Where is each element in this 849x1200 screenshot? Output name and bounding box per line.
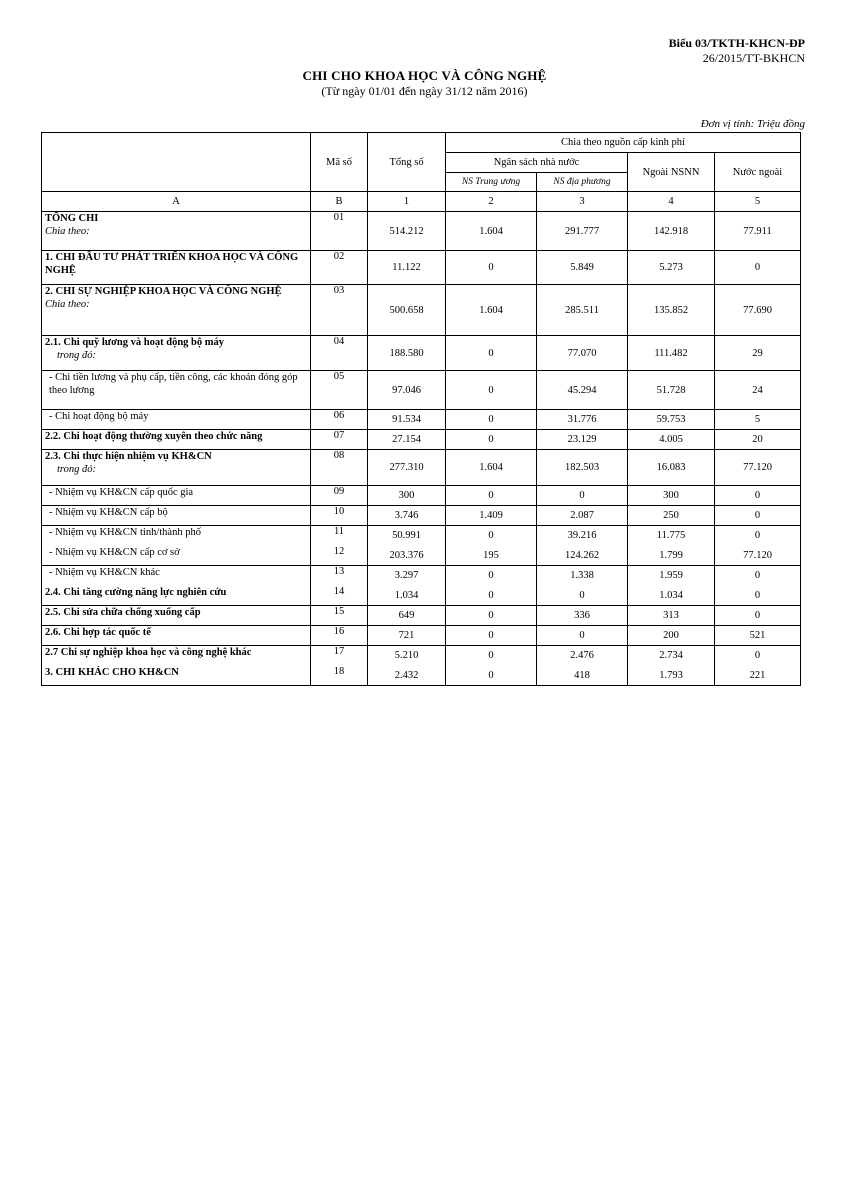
column-index-row: [42, 192, 801, 212]
value-foreign: 0: [715, 606, 801, 626]
value-local: 2.476: [537, 646, 628, 666]
value-central: 0: [446, 586, 537, 606]
value-foreign: 221: [715, 666, 801, 686]
value-non-state: 11.775: [628, 526, 715, 546]
value-central: 0: [446, 646, 537, 666]
table-row: [42, 586, 801, 606]
value-local: 418: [537, 666, 628, 686]
value-central: 1.604: [446, 212, 537, 251]
value-central: 0: [446, 486, 537, 506]
row-note: trong đó:: [57, 464, 96, 475]
row-code: 02: [311, 251, 368, 285]
header-non-state: Ngoài NSNN: [628, 153, 715, 192]
value-total: 91.534: [368, 410, 446, 430]
table-row: [42, 506, 801, 526]
row-label: 2.5. Chi sửa chữa chống xuống cấp: [45, 607, 201, 618]
value-local: 77.070: [537, 336, 628, 371]
value-local: 285.511: [537, 285, 628, 336]
table-row: [42, 410, 801, 430]
table-row: [42, 626, 801, 646]
row-label-cell: [42, 566, 311, 586]
value-foreign: 0: [715, 586, 801, 606]
row-code: 07: [311, 430, 368, 450]
table-row: [42, 430, 801, 450]
row-label: - Nhiệm vụ KH&CN cấp bộ: [49, 507, 168, 518]
value-total: 1.034: [368, 586, 446, 606]
value-total: 514.212: [368, 212, 446, 251]
report-period: (Từ ngày 01/01 đến ngày 31/12 năm 2016): [321, 84, 528, 98]
value-non-state: 111.482: [628, 336, 715, 371]
value-non-state: 1.799: [628, 546, 715, 566]
row-code: 03: [311, 285, 368, 336]
value-non-state: 4.005: [628, 430, 715, 450]
row-label: 2.1. Chi quỹ lương và hoạt động bộ máy: [45, 337, 224, 348]
index-cell: 5: [715, 192, 801, 212]
row-note: trong đó:: [57, 350, 96, 361]
value-local: 45.294: [537, 371, 628, 410]
row-label-cell: [42, 486, 311, 506]
row-label: 2.7 Chi sự nghiệp khoa học và công nghệ khác: [45, 647, 252, 658]
row-code: 12: [311, 546, 368, 566]
table-row: [42, 646, 801, 666]
table-row: [42, 336, 801, 371]
row-label: 2.3. Chi thực hiện nhiệm vụ KH&CN: [45, 451, 212, 462]
row-code: 01: [311, 212, 368, 251]
value-foreign: 0: [715, 251, 801, 285]
table-row: [42, 251, 801, 285]
row-label: 2. CHI SỰ NGHIỆP KHOA HỌC VÀ CÔNG NGHỆ: [45, 286, 282, 297]
value-total: 50.991: [368, 526, 446, 546]
value-central: 195: [446, 546, 537, 566]
row-label-cell: [42, 646, 311, 666]
value-non-state: 300: [628, 486, 715, 506]
header-blank-cell: [42, 133, 311, 192]
row-code: 17: [311, 646, 368, 666]
table-row: [42, 666, 801, 686]
table-row: [42, 546, 801, 566]
value-foreign: 24: [715, 371, 801, 410]
report-title: CHI CHO KHOA HỌC VÀ CÔNG NGHỆ: [302, 68, 547, 83]
table-row: [42, 486, 801, 506]
value-local: 2.087: [537, 506, 628, 526]
row-code: 10: [311, 506, 368, 526]
value-local: 23.129: [537, 430, 628, 450]
header-by-source: Chia theo nguồn cấp kinh phí: [446, 133, 801, 153]
row-label: - Nhiệm vụ KH&CN cấp cơ sở: [49, 546, 180, 558]
row-label-cell: [42, 606, 311, 626]
value-foreign: 521: [715, 626, 801, 646]
row-code: 08: [311, 450, 368, 486]
row-label: - Nhiệm vụ KH&CN cấp quốc gia: [49, 487, 194, 498]
value-non-state: 1.793: [628, 666, 715, 686]
value-central: 0: [446, 566, 537, 586]
value-total: 97.046: [368, 371, 446, 410]
value-foreign: 0: [715, 526, 801, 546]
value-central: 0: [446, 336, 537, 371]
row-label-cell: [42, 506, 311, 526]
value-non-state: 313: [628, 606, 715, 626]
value-total: 277.310: [368, 450, 446, 486]
value-local: 0: [537, 626, 628, 646]
value-total: 649: [368, 606, 446, 626]
value-total: 27.154: [368, 430, 446, 450]
row-label-cell: [42, 371, 311, 410]
value-non-state: 51.728: [628, 371, 715, 410]
value-foreign: 0: [715, 506, 801, 526]
value-non-state: 1.034: [628, 586, 715, 606]
row-label-cell: [42, 410, 311, 430]
value-foreign: 0: [715, 486, 801, 506]
value-local: 5.849: [537, 251, 628, 285]
table-row: [42, 371, 801, 410]
value-total: 188.580: [368, 336, 446, 371]
value-total: 5.210: [368, 646, 446, 666]
table-row: [42, 450, 801, 486]
row-label-cell: [42, 666, 311, 686]
table-row: [42, 606, 801, 626]
row-label-cell: [42, 336, 311, 371]
row-code: 18: [311, 666, 368, 686]
value-central: 0: [446, 251, 537, 285]
row-code: 09: [311, 486, 368, 506]
value-local: 336: [537, 606, 628, 626]
row-label: 2.4. Chi tăng cường năng lực nghiên cứu: [45, 586, 227, 598]
header-state-budget: Ngân sách nhà nước: [446, 153, 628, 173]
value-foreign: 29: [715, 336, 801, 371]
row-note: Chia theo:: [45, 299, 90, 310]
row-note: Chia theo:: [45, 226, 90, 237]
value-non-state: 5.273: [628, 251, 715, 285]
value-central: 0: [446, 410, 537, 430]
value-central: 0: [446, 626, 537, 646]
value-central: 0: [446, 371, 537, 410]
value-foreign: 5: [715, 410, 801, 430]
value-central: 1.604: [446, 285, 537, 336]
header-central-budget: NS Trung ương: [446, 173, 537, 192]
row-label: 2.6. Chi hợp tác quốc tế: [45, 627, 151, 638]
row-label-cell: [42, 526, 311, 546]
value-local: 1.338: [537, 566, 628, 586]
row-code: 13: [311, 566, 368, 586]
value-local: 0: [537, 586, 628, 606]
value-local: 182.503: [537, 450, 628, 486]
row-label: 2.2. Chi hoạt động thường xuyên theo chức năng: [45, 431, 263, 442]
value-non-state: 250: [628, 506, 715, 526]
value-foreign: 77.911: [715, 212, 801, 251]
header-local-budget: NS địa phương: [537, 173, 628, 192]
index-cell: 4: [628, 192, 715, 212]
value-non-state: 200: [628, 626, 715, 646]
header-foreign: Nước ngoài: [715, 153, 801, 192]
index-cell: 1: [368, 192, 446, 212]
form-code: Biểu 03/TKTH-KHCN-ĐP: [668, 36, 805, 50]
row-code: 14: [311, 586, 368, 606]
value-local: 0: [537, 486, 628, 506]
value-total: 3.746: [368, 506, 446, 526]
row-label: 1. CHI ĐẦU TƯ PHÁT TRIỂN KHOA HỌC VÀ CÔNG NGHỆ: [45, 252, 299, 276]
row-label: - Chi hoạt động bộ máy: [49, 411, 149, 422]
row-label: 3. CHI KHÁC CHO KH&CN: [45, 666, 179, 678]
value-non-state: 2.734: [628, 646, 715, 666]
value-central: 0: [446, 526, 537, 546]
circular-reference: 26/2015/TT-BKHCN: [702, 51, 805, 65]
value-central: 1.409: [446, 506, 537, 526]
header-total: Tổng số: [368, 133, 446, 192]
row-label: - Nhiệm vụ KH&CN khác: [49, 567, 160, 578]
value-total: 2.432: [368, 666, 446, 686]
value-local: 39.216: [537, 526, 628, 546]
value-total: 500.658: [368, 285, 446, 336]
table-row: [42, 285, 801, 336]
row-label: TỔNG CHI: [45, 213, 99, 224]
row-label-cell: [42, 212, 311, 251]
row-label-cell: [42, 586, 311, 606]
index-cell: B: [311, 192, 368, 212]
row-label-cell: [42, 450, 311, 486]
row-label-cell: [42, 251, 311, 285]
value-local: 291.777: [537, 212, 628, 251]
table-row: [42, 212, 801, 251]
value-central: 0: [446, 430, 537, 450]
value-non-state: 142.918: [628, 212, 715, 251]
row-label-cell: [42, 626, 311, 646]
value-foreign: 0: [715, 646, 801, 666]
row-code: 04: [311, 336, 368, 371]
value-foreign: 77.120: [715, 450, 801, 486]
value-total: 11.122: [368, 251, 446, 285]
value-total: 721: [368, 626, 446, 646]
row-code: 16: [311, 626, 368, 646]
value-foreign: 77.120: [715, 546, 801, 566]
index-cell: A: [42, 192, 311, 212]
value-central: 0: [446, 666, 537, 686]
value-total: 300: [368, 486, 446, 506]
value-central: 1.604: [446, 450, 537, 486]
unit-of-measure: Đơn vị tính: Triệu đồng: [700, 118, 805, 130]
row-label-cell: [42, 285, 311, 336]
value-non-state: 135.852: [628, 285, 715, 336]
index-cell: 2: [446, 192, 537, 212]
table-row: [42, 526, 801, 546]
row-label-cell: [42, 430, 311, 450]
value-total: 3.297: [368, 566, 446, 586]
value-foreign: 20: [715, 430, 801, 450]
form-code-block: [669, 36, 805, 66]
value-non-state: 16.083: [628, 450, 715, 486]
row-code: 05: [311, 371, 368, 410]
header-code: Mã số: [311, 133, 368, 192]
table-row: [42, 566, 801, 586]
value-non-state: 1.959: [628, 566, 715, 586]
row-code: 06: [311, 410, 368, 430]
row-code: 11: [311, 526, 368, 546]
value-local: 31.776: [537, 410, 628, 430]
value-non-state: 59.753: [628, 410, 715, 430]
row-code: 15: [311, 606, 368, 626]
index-cell: 3: [537, 192, 628, 212]
row-label: - Chi tiền lương và phụ cấp, tiền công, các khoản đóng góp theo lương: [49, 372, 298, 396]
value-local: 124.262: [537, 546, 628, 566]
row-label: - Nhiệm vụ KH&CN tỉnh/thành phố: [49, 527, 201, 538]
value-total: 203.376: [368, 546, 446, 566]
value-foreign: 0: [715, 566, 801, 586]
row-label-cell: [42, 546, 311, 566]
value-foreign: 77.690: [715, 285, 801, 336]
value-central: 0: [446, 606, 537, 626]
expenditure-table: [41, 132, 801, 686]
